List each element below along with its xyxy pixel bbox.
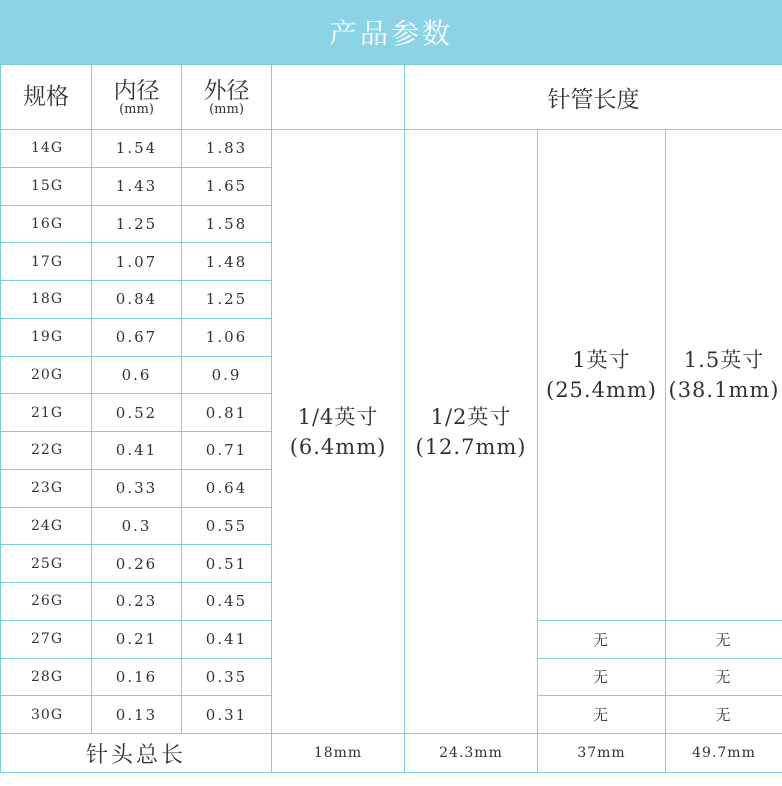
outer-diameter-cell: 0.45 <box>182 583 272 621</box>
unavailable-cell: 无 <box>666 658 782 696</box>
header-needle-length: 针管长度 <box>405 65 782 130</box>
inner-diameter-cell: 1.54 <box>92 130 182 168</box>
inner-diameter-cell: 1.07 <box>92 243 182 281</box>
inner-diameter-cell: 0.41 <box>92 432 182 470</box>
needle-length-cell <box>405 130 538 734</box>
needle-length-cell <box>538 130 666 621</box>
inner-diameter-cell: 0.3 <box>92 507 182 545</box>
outer-diameter-cell: 0.9 <box>182 356 272 394</box>
gauge-cell: 20G <box>1 356 92 394</box>
gauge-cell: 19G <box>1 318 92 356</box>
needle-length-inch: 1/2英寸 <box>430 404 512 429</box>
gauge-cell: 15G <box>1 167 92 205</box>
needle-length-inch: 1英寸 <box>572 347 631 372</box>
outer-diameter-cell: 1.58 <box>182 205 272 243</box>
gauge-cell: 16G <box>1 205 92 243</box>
page-title: 产品参数 <box>0 0 782 64</box>
unavailable-cell: 无 <box>666 620 782 658</box>
inner-diameter-cell: 0.52 <box>92 394 182 432</box>
gauge-cell: 26G <box>1 583 92 621</box>
outer-diameter-cell: 1.65 <box>182 167 272 205</box>
footer-row <box>1 734 782 773</box>
footer-total-length-value: 24.3mm <box>405 734 538 773</box>
gauge-cell: 25G <box>1 545 92 583</box>
unavailable-cell: 无 <box>538 658 666 696</box>
outer-diameter-cell: 1.83 <box>182 130 272 168</box>
inner-diameter-cell: 0.21 <box>92 620 182 658</box>
needle-length-mm: (12.7mm) <box>415 434 527 459</box>
inner-diameter-cell: 0.67 <box>92 318 182 356</box>
gauge-cell: 17G <box>1 243 92 281</box>
inner-diameter-cell: 0.13 <box>92 696 182 734</box>
footer-total-length-value: 18mm <box>272 734 405 773</box>
outer-diameter-cell: 0.51 <box>182 545 272 583</box>
inner-diameter-cell: 0.33 <box>92 469 182 507</box>
gauge-cell: 22G <box>1 432 92 470</box>
gauge-cell: 14G <box>1 130 92 168</box>
inner-diameter-cell: 0.26 <box>92 545 182 583</box>
gauge-cell: 23G <box>1 469 92 507</box>
header-spec: 规格 <box>1 65 92 130</box>
inner-diameter-cell: 0.16 <box>92 658 182 696</box>
outer-diameter-cell: 0.31 <box>182 696 272 734</box>
gauge-cell: 21G <box>1 394 92 432</box>
needle-length-mm: (25.4mm) <box>546 377 657 402</box>
unavailable-cell: 无 <box>538 696 666 734</box>
footer-total-length-label: 针头总长 <box>1 734 272 773</box>
outer-diameter-cell: 0.35 <box>182 658 272 696</box>
gauge-cell: 30G <box>1 696 92 734</box>
gauge-cell: 28G <box>1 658 92 696</box>
needle-length-mm: (6.4mm) <box>289 434 387 459</box>
unavailable-cell: 无 <box>666 696 782 734</box>
outer-diameter-cell: 0.71 <box>182 432 272 470</box>
table-row <box>1 130 782 168</box>
needle-length-cell <box>272 130 405 734</box>
needle-length-mm: (38.1mm) <box>668 377 780 402</box>
header-blank-cell <box>272 65 405 130</box>
outer-diameter-cell: 1.25 <box>182 281 272 319</box>
outer-diameter-cell: 0.41 <box>182 620 272 658</box>
header-inner-diameter: 内径 (mm) <box>92 65 182 130</box>
outer-diameter-cell: 1.06 <box>182 318 272 356</box>
gauge-cell: 18G <box>1 281 92 319</box>
needle-length-cell <box>666 130 782 621</box>
footer-total-length-value: 49.7mm <box>666 734 782 773</box>
inner-diameter-cell: 0.84 <box>92 281 182 319</box>
spec-table <box>0 64 782 773</box>
needle-length-inch: 1/4英寸 <box>297 404 379 429</box>
inner-diameter-cell: 0.6 <box>92 356 182 394</box>
outer-diameter-cell: 1.48 <box>182 243 272 281</box>
outer-diameter-cell: 0.55 <box>182 507 272 545</box>
gauge-cell: 24G <box>1 507 92 545</box>
outer-diameter-cell: 0.64 <box>182 469 272 507</box>
inner-diameter-cell: 0.23 <box>92 583 182 621</box>
header-row <box>1 65 782 130</box>
gauge-cell: 27G <box>1 620 92 658</box>
unavailable-cell: 无 <box>538 620 666 658</box>
outer-diameter-cell: 0.81 <box>182 394 272 432</box>
needle-length-inch: 1.5英寸 <box>683 347 765 372</box>
inner-diameter-cell: 1.43 <box>92 167 182 205</box>
footer-total-length-value: 37mm <box>538 734 666 773</box>
header-outer-diameter: 外径 (mm) <box>182 65 272 130</box>
inner-diameter-cell: 1.25 <box>92 205 182 243</box>
